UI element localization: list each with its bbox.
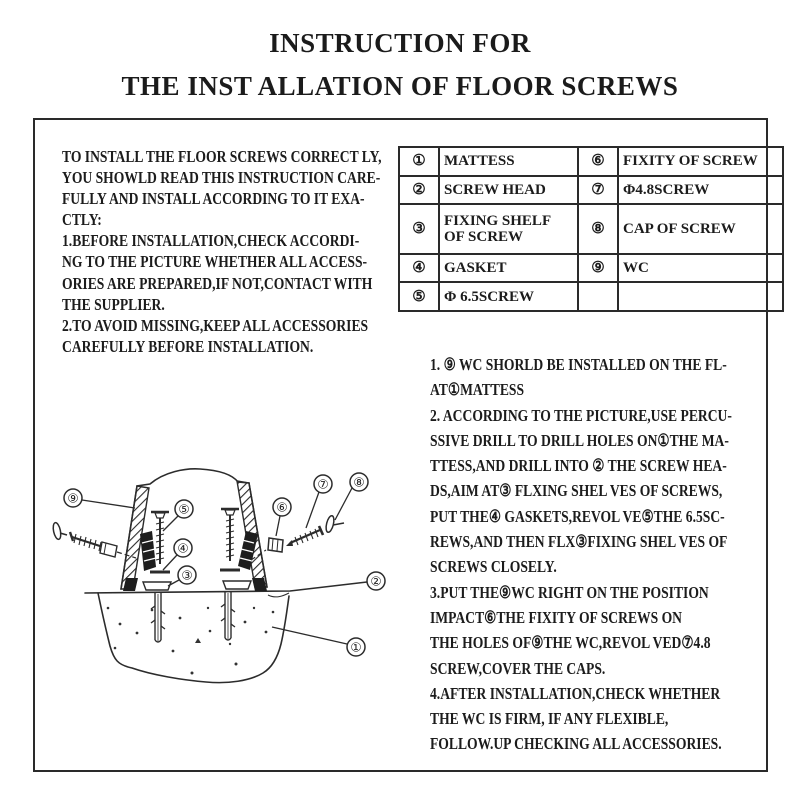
part-number: ⑨	[578, 254, 618, 283]
step-line: REWS,AND THEN FLX③FIXING SHEL VES OF	[430, 532, 728, 552]
page-title-line1: INSTRUCTION FOR	[269, 28, 531, 58]
step-line: FOLLOW.UP CHECKING ALL ACCESSORIES.	[430, 734, 722, 754]
soil-outline	[98, 593, 289, 683]
callout-2	[367, 572, 385, 590]
part-number: ⑧	[578, 204, 618, 253]
step-line: 3.PUT THE⑨WC RIGHT ON THE POSITION	[430, 582, 709, 602]
intro-line: 2.TO AVOID MISSING,KEEP ALL ACCESSORIES	[62, 315, 369, 335]
callout-1	[347, 638, 365, 656]
step-line: 4.AFTER INSTALLATION,CHECK WHETHER	[430, 683, 721, 703]
callout-8	[350, 473, 368, 491]
callout-4	[174, 539, 192, 557]
part-label: Φ4.8SCREW	[618, 176, 783, 205]
wall-gasket-left	[140, 531, 156, 571]
step-line: SSIVE DRILL TO DRILL HOLES ON①THE MA-	[430, 430, 729, 450]
part-label	[618, 282, 783, 311]
part-number: ⑦	[578, 176, 618, 205]
part-number: ⑤	[399, 282, 439, 311]
callout-leaders	[82, 488, 352, 644]
step-line: THE WC IS FIRM, IF ANY FLEXIBLE,	[430, 709, 669, 729]
svg-text:⑦: ⑦	[317, 476, 329, 492]
part-number: ③	[399, 204, 439, 253]
fixing-shelf-left	[143, 582, 171, 590]
callout-9	[64, 489, 82, 507]
floor-screw-right	[221, 509, 239, 561]
table-row	[399, 254, 783, 283]
part-label: FIXING SHELF OF SCREW	[439, 204, 578, 253]
table-row	[399, 147, 783, 176]
cap-screw-left	[52, 522, 136, 558]
fixing-shelf-right	[223, 581, 251, 589]
anchor-right	[221, 591, 235, 640]
intro-line: YOU SHOWLD READ THIS INSTRUCTION CARE-	[62, 168, 381, 188]
part-number	[578, 282, 618, 311]
intro-line: FULLY AND INSTALL ACCORDING TO IT EXA-	[62, 189, 365, 209]
table-row	[399, 204, 783, 253]
part-label: SCREW HEAD	[439, 176, 578, 205]
svg-text:②: ②	[370, 573, 382, 589]
part-number: ②	[399, 176, 439, 205]
step-line: SCREW,COVER THE CAPS.	[430, 658, 606, 678]
ground-line-detail	[268, 593, 289, 597]
callout-3	[178, 566, 196, 584]
intro-line: ORIES ARE PREPARED,IF NOT,CONTACT WITH	[62, 273, 373, 293]
step-line: IMPACT⑥THE FIXITY OF SCREWS ON	[430, 607, 682, 627]
part-number: ④	[399, 254, 439, 283]
svg-text:⑤: ⑤	[178, 501, 190, 517]
table-row	[399, 176, 783, 205]
part-number: ①	[399, 147, 439, 176]
parts-table	[398, 146, 784, 312]
intro-line: CAREFULLY BEFORE INSTALLATION.	[62, 336, 314, 356]
part-label: GASKET	[439, 254, 578, 283]
intro-line: THE SUPPLIER.	[62, 294, 165, 314]
anchor-left	[151, 592, 165, 642]
part-label: FIXITY OF SCREW	[618, 147, 783, 176]
svg-text:③: ③	[181, 567, 193, 583]
step-line: 1. ⑨ WC SHORLD BE INSTALLED ON THE FL-	[430, 355, 727, 374]
step-line: THE HOLES OF⑨THE WC,REVOL VED⑦4.8	[430, 633, 711, 653]
part-number: ⑥	[578, 147, 618, 176]
intro-line: 1.BEFORE INSTALLATION,CHECK ACCORDI-	[62, 231, 360, 251]
installation-diagram	[40, 460, 400, 760]
svg-text:⑥: ⑥	[276, 499, 288, 515]
part-label: Φ 6.5SCREW	[439, 282, 578, 311]
intro-line: NG TO THE PICTURE WHETHER ALL ACCESS-	[62, 252, 368, 272]
step-line: 2. ACCORDING TO THE PICTURE,USE PERCU-	[430, 405, 732, 425]
table-row	[399, 282, 783, 311]
step-line: DS,AIM AT③ FLXING SHEL VES OF SCREWS,	[430, 481, 723, 501]
svg-text:⑧: ⑧	[353, 474, 365, 490]
callout-5	[175, 500, 193, 518]
callout-6	[273, 498, 291, 516]
svg-text:⑨: ⑨	[67, 490, 79, 506]
page-title	[0, 22, 800, 108]
step-line: TTESS,AND DRILL INTO ② THE SCREW HEA-	[430, 456, 727, 476]
svg-text:①: ①	[350, 639, 362, 655]
page-title-line2: THE INST ALLATION OF FLOOR SCREWS	[121, 71, 679, 101]
intro-paragraph	[62, 146, 385, 357]
intro-line: TO INSTALL THE FLOOR SCREWS CORRECT LY,	[62, 147, 382, 166]
step-line: AT①MATTESS	[430, 380, 525, 400]
screw-4-8	[286, 526, 323, 546]
screw-cap-right	[325, 515, 344, 533]
steps-paragraph	[430, 352, 753, 757]
part-label: WC	[618, 254, 783, 283]
callout-7	[314, 475, 332, 493]
intro-line: CTLY:	[62, 210, 102, 230]
soil-speckles	[107, 607, 275, 675]
part-label: MATTESS	[439, 147, 578, 176]
svg-text:④: ④	[177, 540, 189, 556]
part-label: CAP OF SCREW	[618, 204, 783, 253]
step-line: SCREWS CLOSELY.	[430, 557, 557, 577]
step-line: PUT THE④ GASKETS,REVOL VE⑤THE 6.5SC-	[430, 506, 725, 526]
